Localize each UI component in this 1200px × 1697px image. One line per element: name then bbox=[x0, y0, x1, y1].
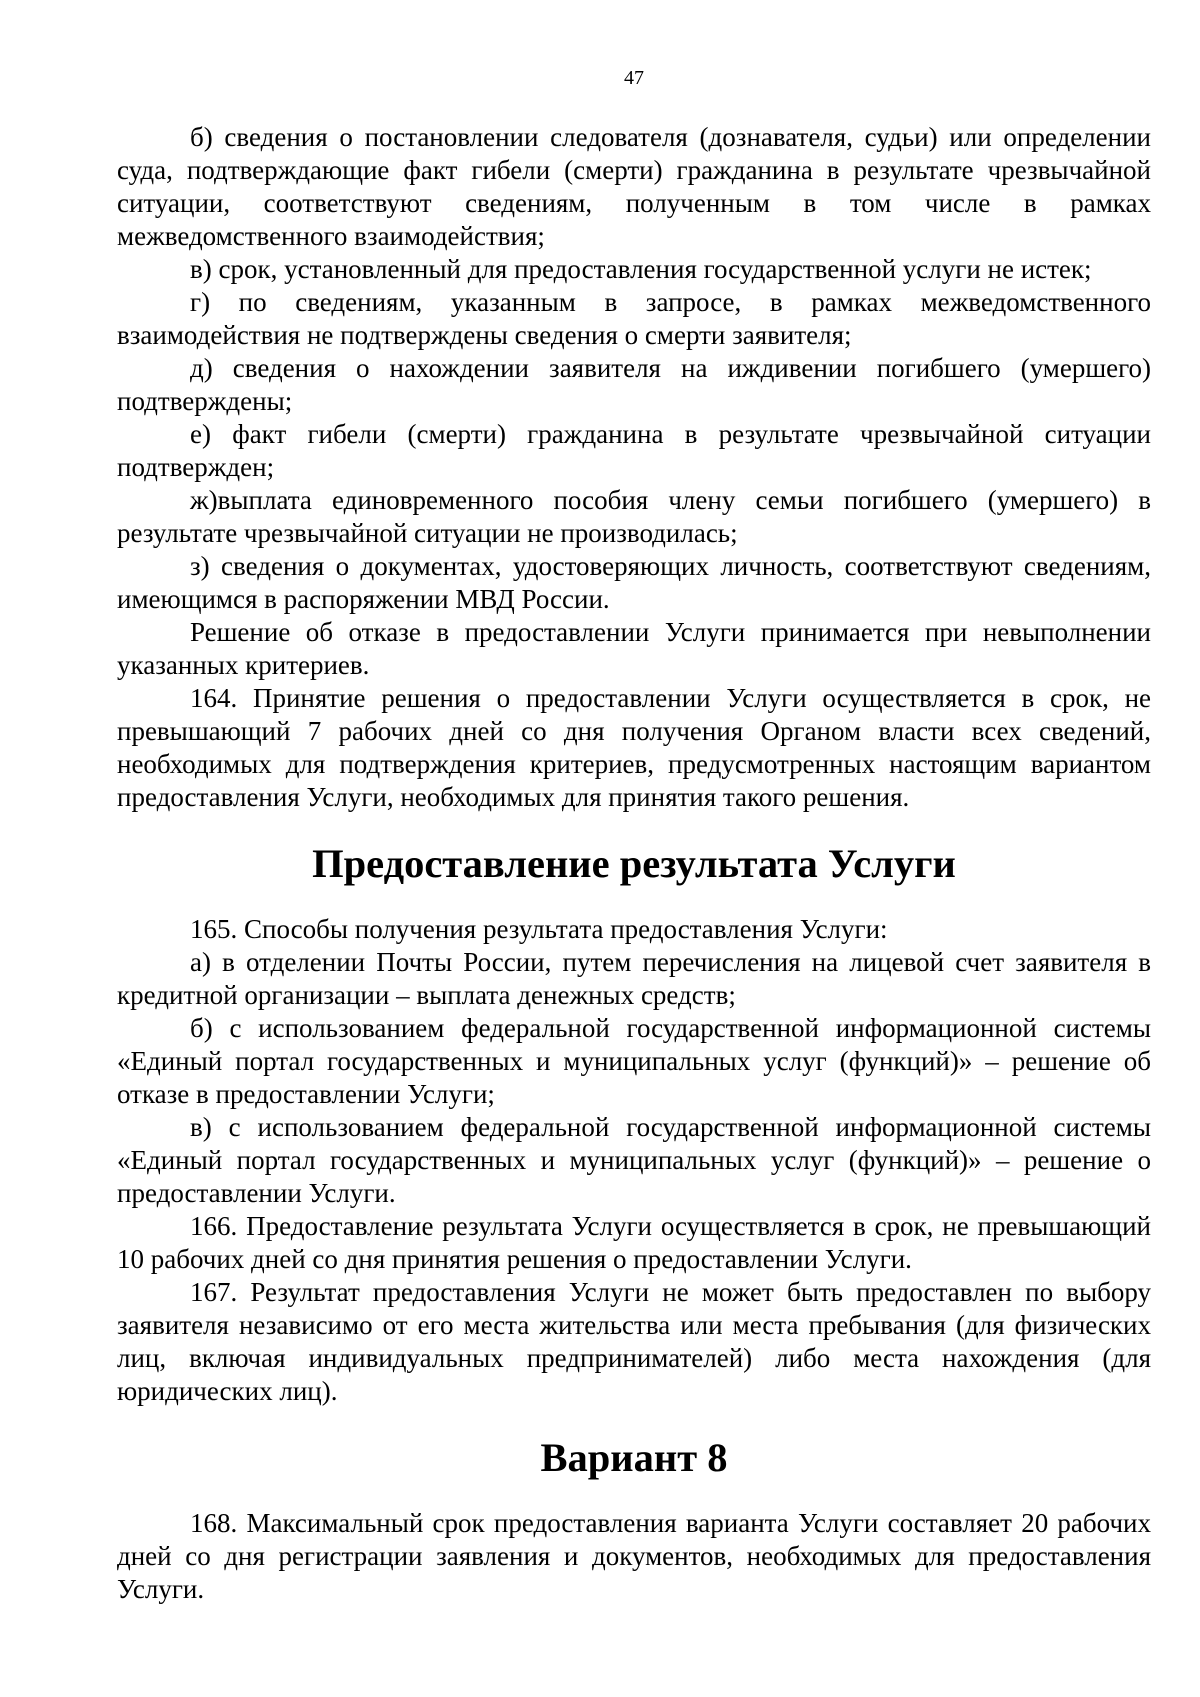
paragraph-165-b: б) с использованием федеральной государственной информационной системы «Единый портал государственных и муниципальных услуг (функций)» – решение об отказе в предоставлении Услуги; bbox=[117, 1013, 1151, 1109]
paragraph-b-court-decision: б) сведения о постановлении следователя (дознавателя, судьи) или определении суда, подтверждающие факт гибели (смерти) гражданина в результате чрезвычайной ситуации, соответствуют сведениям, полученным в том числе в рамках межведомственного взаимодействия; bbox=[117, 122, 1151, 251]
paragraph-e-death-fact: е) факт гибели (смерти) гражданина в результате чрезвычайной ситуации подтвержден; bbox=[117, 419, 1151, 482]
paragraph-refusal-decision: Решение об отказе в предоставлении Услуги принимается при невыполнении указанных критериев. bbox=[117, 617, 1151, 680]
document-body bbox=[117, 121, 1151, 1606]
heading-variant-8: Вариант 8 bbox=[540, 1435, 728, 1480]
paragraph-166: 166. Предоставление результата Услуги осуществляется в срок, не превышающий 10 рабочих дней со дня принятия решения о предоставлении Услуги. bbox=[117, 1211, 1151, 1274]
paragraph-165-v: в) с использованием федеральной государственной информационной системы «Единый портал государственных и муниципальных услуг (функций)» – решение о предоставлении Услуги. bbox=[117, 1112, 1151, 1208]
paragraph-v-deadline: в) срок, установленный для предоставления государственной услуги не истек; bbox=[190, 254, 1092, 284]
paragraph-z-identity: з) сведения о документах, удостоверяющих личность, соответствуют сведениям, имеющимся в распоряжении МВД России. bbox=[117, 551, 1151, 614]
paragraph-168: 168. Максимальный срок предоставления варианта Услуги составляет 20 рабочих дней со дня регистрации заявления и документов, необходимых для предоставления Услуги. bbox=[117, 1508, 1151, 1604]
paragraph-g-death-info: г) по сведениям, указанным в запросе, в рамках межведомственного взаимодействия не подтверждены сведения о смерти заявителя; bbox=[117, 287, 1151, 350]
paragraph-165-a: а) в отделении Почты России, путем перечисления на лицевой счет заявителя в кредитной организации – выплата денежных средств; bbox=[117, 947, 1151, 1010]
paragraph-165: 165. Способы получения результата предоставления Услуги: bbox=[190, 914, 888, 944]
paragraph-zh-payment: ж)выплата единовременного пособия члену семьи погибшего (умершего) в результате чрезвычайной ситуации не производилась; bbox=[117, 485, 1151, 548]
paragraph-167: 167. Результат предоставления Услуги не может быть предоставлен по выбору заявителя независимо от его места жительства или места пребывания (для физических лиц, включая индивидуальных предпринимателей) либо места нахождения (для юридических лиц). bbox=[117, 1277, 1151, 1406]
page-number: 47 bbox=[624, 67, 644, 89]
heading-result-provision: Предоставление результата Услуги bbox=[312, 841, 956, 886]
paragraph-164: 164. Принятие решения о предоставлении Услуги осуществляется в срок, не превышающий 7 рабочих дней со дня получения Органом власти всех сведений, необходимых для подтверждения критериев, предусмотренных настоящим вариантом предоставления Услуги, необходимых для принятия такого решения. bbox=[117, 683, 1151, 812]
paragraph-d-dependency: д) сведения о нахождении заявителя на иждивении погибшего (умершего) подтверждены; bbox=[117, 353, 1151, 416]
